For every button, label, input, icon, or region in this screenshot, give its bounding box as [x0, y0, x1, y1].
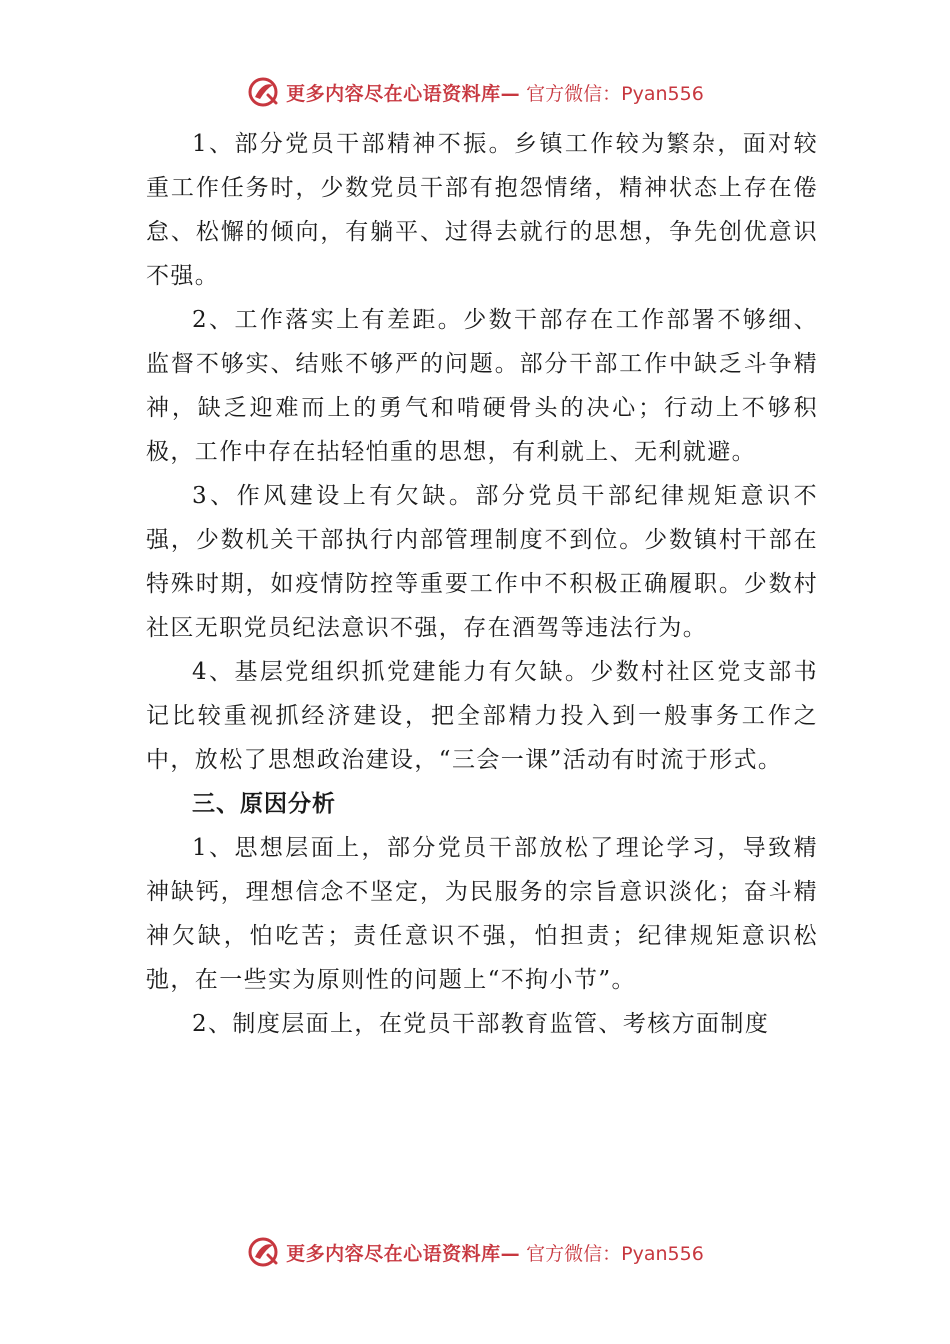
paragraph-2: 2、工作落实上有差距。少数干部存在工作部署不够细、监督不够实、结账不够严的问题。部分干部工作中缺乏斗争精神，缺乏迎难而上的勇气和啃硬骨头的决心；行动上不够积极，工作中存在拈轻怕重的思想，有利就上、无利就避。 — [146, 307, 818, 465]
banner-wechat: 官方微信：Pyan556 — [526, 82, 704, 105]
paragraph-3: 3、作风建设上有欠缺。部分党员干部纪律规矩意识不强，少数机关干部执行内部管理制度不到位。少数镇村干部在特殊时期，如疫情防控等重要工作中不积极正确履职。少数村社区无职党员纪法意识不强，存在酒驾等违法行为。 — [146, 483, 818, 641]
brand-logo-icon — [246, 75, 280, 109]
paragraph-6: 2、制度层面上，在党员干部教育监管、考核方面制度 — [192, 1011, 770, 1037]
paragraph-5: 1、思想层面上，部分党员干部放松了理论学习，导致精神缺钙，理想信念不坚定，为民服务的宗旨意识淡化；奋斗精神欠缺，怕吃苦；责任意识不强，怕担责；纪律规矩意识松弛，在一些实为原则性的问题上“不拘小节”。 — [146, 835, 818, 993]
paragraph-1: 1、部分党员干部精神不振。乡镇工作较为繁杂，面对较重工作任务时，少数党员干部有抱怨情绪，精神状态上存在倦怠、松懈的倾向，有躺平、过得去就行的思想，争先创优意识不强。 — [146, 131, 818, 289]
section-heading: 三、原因分析 — [192, 791, 336, 817]
banner-wechat: 官方微信：Pyan556 — [526, 1242, 704, 1265]
header-banner — [0, 72, 950, 112]
banner-text: 更多内容尽在心语资料库— — [286, 1242, 521, 1265]
document-body — [146, 122, 818, 1046]
paragraph-4: 4、基层党组织抓党建能力有欠缺。少数村社区党支部书记比较重视抓经济建设，把全部精力投入到一般事务工作之中，放松了思想政治建设，“三会一课”活动有时流于形式。 — [146, 659, 818, 773]
brand-logo-icon — [246, 1235, 280, 1269]
footer-banner — [0, 1232, 950, 1272]
banner-text: 更多内容尽在心语资料库— — [286, 82, 521, 105]
